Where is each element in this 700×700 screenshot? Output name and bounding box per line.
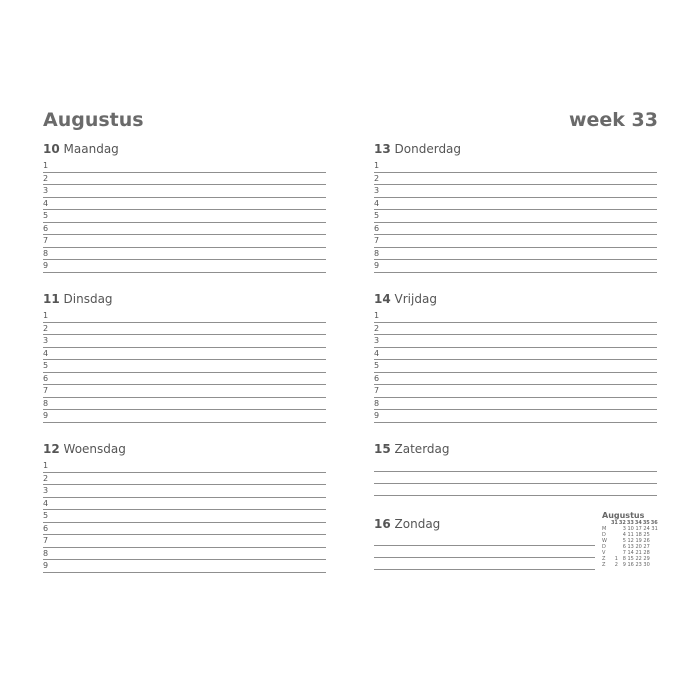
note-line[interactable] (374, 484, 657, 496)
hour-line[interactable]: 8 (43, 548, 326, 561)
week-number: 33 (626, 520, 634, 526)
calendar-date: 1 (614, 556, 618, 562)
day-name: Dinsdag (63, 292, 113, 306)
hour-line[interactable]: 7 (43, 235, 326, 248)
hour-line[interactable]: 9 (43, 260, 326, 273)
hour-line[interactable]: 3 (43, 485, 326, 498)
hour-line[interactable]: 2 (43, 473, 326, 486)
week-number: 34 (634, 520, 642, 526)
hour-lines (43, 310, 326, 423)
hour-line[interactable]: 1 (43, 160, 326, 173)
hour-line[interactable]: 4 (43, 498, 326, 511)
hour-line[interactable]: 8 (374, 398, 657, 411)
calendar-date: 23 (635, 562, 642, 568)
calendar-date: 20 (635, 544, 642, 550)
calendar-date: 21 (635, 550, 642, 556)
hour-line[interactable]: 9 (374, 260, 657, 273)
calendar-date: 31 (651, 526, 658, 532)
calendar-date: 25 (643, 532, 650, 538)
day-name: Maandag (63, 142, 119, 156)
day-block-tuesday (43, 291, 326, 423)
day-name: Woensdag (63, 442, 126, 456)
hour-line[interactable]: 4 (43, 198, 326, 211)
calendar-date: 3 (622, 526, 626, 532)
day-block-friday (374, 291, 657, 423)
hour-line[interactable]: 7 (43, 535, 326, 548)
calendar-date: 11 (627, 532, 634, 538)
hour-lines (43, 160, 326, 273)
hour-line[interactable]: 6 (43, 523, 326, 536)
hour-line[interactable]: 2 (374, 173, 657, 186)
hour-line[interactable]: 7 (374, 235, 657, 248)
hour-line[interactable]: 4 (374, 348, 657, 361)
calendar-date: 5 (622, 538, 626, 544)
day-name: Zondag (394, 517, 441, 531)
calendar-date: 10 (627, 526, 634, 532)
weekday-letter: W (602, 538, 607, 544)
hour-line[interactable]: 3 (374, 185, 657, 198)
week-number: 31 (610, 520, 618, 526)
hour-line[interactable]: 1 (43, 310, 326, 323)
calendar-date: 4 (622, 532, 626, 538)
mini-calendar (602, 511, 662, 568)
hour-line[interactable]: 1 (43, 460, 326, 473)
calendar-date: 13 (627, 544, 634, 550)
day-title (43, 441, 326, 457)
day-name: Donderdag (394, 142, 462, 156)
calendar-date: 17 (635, 526, 642, 532)
mini-calendar-title: Augustus (602, 511, 645, 520)
calendar-date: 2 (614, 562, 618, 568)
calendar-date: 9 (622, 562, 626, 568)
day-title (43, 141, 326, 157)
calendar-date: 15 (627, 556, 634, 562)
hour-line[interactable]: 2 (374, 323, 657, 336)
hour-line[interactable]: 5 (43, 510, 326, 523)
day-number: 14 (374, 292, 391, 306)
day-block-monday (43, 141, 326, 273)
hour-line[interactable]: 6 (374, 223, 657, 236)
hour-line[interactable]: 7 (374, 385, 657, 398)
hour-lines (43, 460, 326, 573)
calendar-date: 26 (643, 538, 650, 544)
day-number: 16 (374, 517, 391, 531)
hour-line[interactable]: 9 (43, 410, 326, 423)
day-title (374, 441, 657, 457)
week-label: week 33 (568, 109, 658, 131)
hour-line[interactable]: 4 (374, 198, 657, 211)
week-number: 32 (618, 520, 626, 526)
hour-line[interactable]: 5 (43, 360, 326, 373)
calendar-date: 12 (627, 538, 634, 544)
hour-line[interactable]: 4 (43, 348, 326, 361)
weekday-letter: Z (602, 556, 606, 562)
day-block-wednesday (43, 441, 326, 573)
blank-lines (374, 532, 595, 570)
hour-line[interactable]: 1 (374, 310, 657, 323)
note-line[interactable] (374, 546, 595, 558)
calendar-date (651, 562, 659, 568)
weekday-letter: Z (602, 562, 606, 568)
day-block-thursday (374, 141, 657, 273)
hour-line[interactable]: 6 (43, 373, 326, 386)
hour-line[interactable]: 2 (43, 173, 326, 186)
day-title (374, 516, 595, 532)
blank-lines (374, 457, 657, 496)
note-line[interactable] (374, 532, 595, 546)
day-block-saturday (374, 441, 657, 496)
hour-line[interactable]: 5 (374, 360, 657, 373)
hour-line[interactable]: 3 (43, 335, 326, 348)
calendar-date: 24 (643, 526, 650, 532)
hour-line[interactable]: 6 (374, 373, 657, 386)
hour-line[interactable]: 5 (43, 210, 326, 223)
calendar-date: 28 (643, 550, 650, 556)
week-number: 35 (642, 520, 650, 526)
day-number: 11 (43, 292, 60, 306)
calendar-date: 19 (635, 538, 642, 544)
note-line[interactable] (374, 558, 595, 570)
weekday-letter: D (602, 532, 606, 538)
day-number: 12 (43, 442, 60, 456)
calendar-date: 14 (627, 550, 634, 556)
hour-line[interactable]: 9 (374, 410, 657, 423)
day-block-sunday (374, 516, 595, 570)
hour-line[interactable]: 7 (43, 385, 326, 398)
day-title (43, 291, 326, 307)
hour-line[interactable]: 1 (374, 160, 657, 173)
calendar-date: 29 (643, 556, 650, 562)
day-number: 15 (374, 442, 391, 456)
weekday-letter: M (602, 526, 607, 532)
hour-line[interactable]: 3 (374, 335, 657, 348)
hour-line[interactable]: 8 (374, 248, 657, 261)
day-name: Vrijdag (394, 292, 437, 306)
week-number: 36 (650, 520, 658, 526)
day-name: Zaterdag (394, 442, 450, 456)
calendar-date: 22 (635, 556, 642, 562)
calendar-date: 27 (643, 544, 650, 550)
calendar-date: 30 (643, 562, 650, 568)
mini-calendar-grid (602, 520, 659, 568)
hour-line[interactable]: 5 (374, 210, 657, 223)
hour-line[interactable]: 3 (43, 185, 326, 198)
calendar-date: 7 (622, 550, 626, 556)
day-title (374, 141, 657, 157)
note-line[interactable] (374, 457, 657, 472)
day-title (374, 291, 657, 307)
calendar-date: 8 (622, 556, 626, 562)
month-title: Augustus (43, 109, 144, 131)
calendar-row (602, 562, 659, 568)
hour-line[interactable]: 2 (43, 323, 326, 336)
weekday-letter: V (602, 550, 606, 556)
day-number: 10 (43, 142, 60, 156)
weekday-letter: D (602, 544, 606, 550)
hour-line[interactable]: 8 (43, 248, 326, 261)
day-number: 13 (374, 142, 391, 156)
calendar-date: 16 (627, 562, 634, 568)
calendar-date: 18 (635, 532, 642, 538)
hour-line[interactable]: 6 (43, 223, 326, 236)
hour-lines (374, 160, 657, 273)
hour-line[interactable]: 8 (43, 398, 326, 411)
hour-line[interactable]: 9 (43, 560, 326, 573)
calendar-date: 6 (622, 544, 626, 550)
note-line[interactable] (374, 472, 657, 484)
hour-lines (374, 310, 657, 423)
